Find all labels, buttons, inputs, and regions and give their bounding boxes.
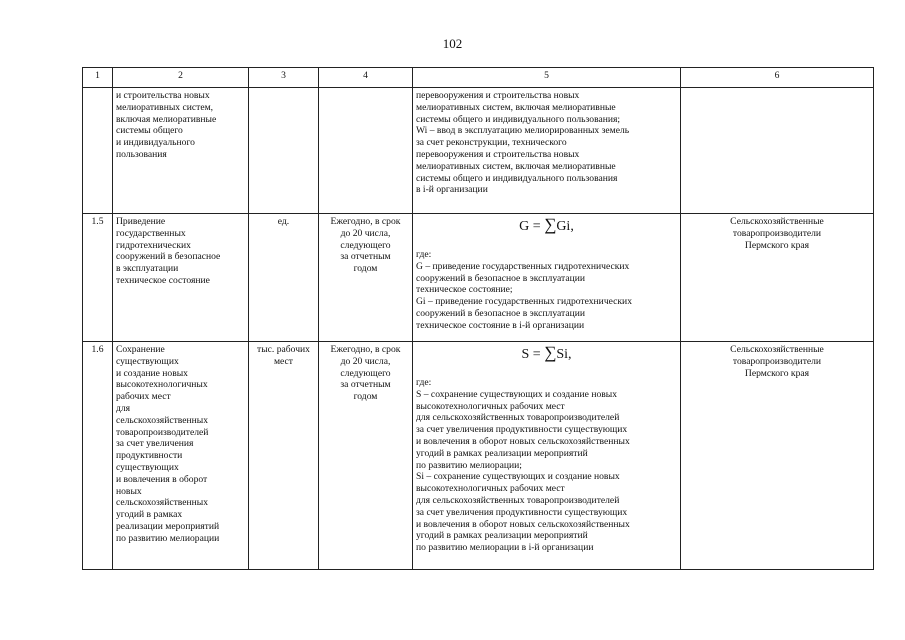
data-source-line: Сельскохозяйственные — [730, 216, 824, 227]
indicator-name — [113, 214, 249, 342]
calculation-method — [413, 214, 681, 342]
indicator-name-line: рабочих мест — [116, 391, 171, 403]
indicator-number: 1.5 — [83, 214, 113, 342]
header-col-5: 5 — [413, 68, 681, 88]
indicator-name-line: товаропроизводителей — [116, 426, 209, 438]
reporting-period — [319, 342, 413, 570]
sum-symbol: ∑ — [544, 215, 557, 234]
calculation-method-line: по развитию мелиорации; — [416, 459, 522, 471]
header-col-6: 6 — [681, 68, 874, 88]
indicator-name-line: высокотехнологичных — [116, 379, 208, 391]
calculation-method-line: для сельскохозяйственных товаропроизводителей — [416, 412, 620, 424]
sum-symbol: ∑ — [544, 343, 557, 362]
calculation-method-line: S – сохранение существующих и создание новых — [416, 388, 618, 400]
formula-rhs: Si, — [556, 347, 572, 362]
reporting-period-line: за отчетным — [340, 379, 391, 391]
data-source — [681, 214, 874, 342]
indicator-name-line: и вовлечения в оборот — [116, 473, 208, 485]
calculation-method-line: за счет увеличения продуктивности существующих — [416, 424, 628, 436]
calculation-method-line: Wi – ввод в эксплуатацию мелиорированных земель — [416, 125, 630, 137]
reporting-period-line: годом — [353, 391, 378, 403]
indicator-name-line: сооружений в безопасное — [116, 251, 221, 263]
data-source — [681, 88, 874, 214]
indicator-name-line: по развитию мелиорации — [116, 532, 220, 544]
header-col-2: 2 — [113, 68, 249, 88]
data-source — [681, 342, 874, 570]
calculation-method-line: где: — [416, 249, 432, 260]
calculation-method-line: системы общего и индивидуального пользования — [416, 172, 618, 184]
indicator-name-line: существующих — [116, 355, 179, 367]
header-col-4: 4 — [319, 68, 413, 88]
indicator-number: 1.6 — [83, 342, 113, 570]
calculation-method-line: техническое состояние в i-й организации — [416, 319, 585, 331]
indicator-name-line: системы общего — [116, 125, 183, 137]
calculation-method-line: техническое состояние; — [416, 284, 513, 296]
indicator-name-line: новых — [116, 485, 142, 497]
calculation-method-line: угодий в рамках реализации мероприятий — [416, 530, 588, 542]
calculation-method-line: в i-й организации — [416, 184, 488, 196]
reporting-period — [319, 88, 413, 214]
table-row — [83, 88, 874, 214]
formula-lhs: S = — [521, 347, 545, 362]
reporting-period-line: следующего — [340, 239, 391, 251]
unit-of-measure-line: ед. — [277, 216, 290, 227]
unit-of-measure — [249, 342, 319, 570]
calculation-method — [413, 342, 681, 570]
table-row — [83, 342, 874, 570]
header-row — [83, 68, 874, 88]
table-row — [83, 214, 874, 342]
calculation-method-line: перевооружения и строительства новых — [416, 148, 580, 160]
calculation-method-line: и вовлечения в оборот новых сельскохозяйственных — [416, 518, 630, 530]
indicator-name-line: продуктивности — [116, 450, 183, 462]
calculation-method-line: где: — [416, 377, 432, 388]
calculation-method-line: G – приведение государственных гидротехнических — [416, 260, 630, 272]
data-source-line: товаропроизводители — [732, 355, 822, 367]
calculation-method-line: и вовлечения в оборот новых сельскохозяйственных — [416, 435, 630, 447]
formula — [416, 345, 677, 363]
indicator-table — [82, 67, 874, 570]
indicator-name — [113, 342, 249, 570]
indicator-name-line: сельскохозяйственных — [116, 497, 209, 509]
header-col-3: 3 — [249, 68, 319, 88]
calculation-method-line: мелиоративных систем, включая мелиоративные — [416, 160, 616, 172]
calculation-method-line: высокотехнологичных рабочих мест — [416, 400, 565, 412]
formula-rhs: Gi, — [556, 219, 574, 234]
calculation-method-line: по развитию мелиорации в i-й организации — [416, 542, 594, 554]
unit-of-measure — [249, 214, 319, 342]
reporting-period-line: до 20 числа, — [340, 227, 391, 239]
indicator-name-line: в эксплуатации — [116, 263, 179, 275]
calculation-method-line: перевооружения и строительства новых — [416, 90, 580, 101]
reporting-period-line: за отчетным — [340, 251, 391, 263]
indicator-name-line: для — [116, 402, 131, 414]
indicator-name-line: за счет увеличения — [116, 438, 194, 450]
reporting-period-line: следующего — [340, 367, 391, 379]
indicator-name-line: Приведение — [116, 216, 166, 227]
calculation-method-line: сооружений в безопасное в эксплуатации — [416, 272, 585, 284]
calculation-method-line: Si – сохранение существующих и создание новых — [416, 471, 620, 483]
calculation-method-line: за счет увеличения продуктивности существующих — [416, 506, 628, 518]
calculation-method-line: системы общего и индивидуального пользования; — [416, 113, 621, 125]
indicator-name-line: Сохранение — [116, 344, 165, 355]
formula-lhs: G = — [519, 219, 545, 234]
data-source-line: Сельскохозяйственные — [730, 344, 824, 355]
indicator-name-line: сельскохозяйственных — [116, 414, 209, 426]
indicator-name-line: и создание новых — [116, 367, 188, 379]
reporting-period-line: до 20 числа, — [340, 355, 391, 367]
calculation-method-line: Gi – приведение государственных гидротехнических — [416, 296, 632, 308]
calculation-method-line: за счет реконструкции, технического — [416, 137, 567, 149]
header-col-1: 1 — [83, 68, 113, 88]
indicator-name-line: угодий в рамках — [116, 509, 183, 521]
data-source-line: товаропроизводители — [732, 227, 822, 239]
indicator-name-line: мелиоративных систем, — [116, 101, 214, 113]
indicator-name-line: существующих — [116, 461, 179, 473]
indicator-name-line: государственных — [116, 227, 186, 239]
indicator-number — [83, 88, 113, 214]
indicator-name-line: гидротехнических — [116, 239, 191, 251]
calculation-method — [413, 88, 681, 214]
indicator-name — [113, 88, 249, 214]
page-number: 102 — [442, 36, 463, 51]
indicator-name-line: и индивидуального — [116, 137, 195, 149]
calculation-method-line: для сельскохозяйственных товаропроизводителей — [416, 494, 620, 506]
indicator-name-line: включая мелиоративные — [116, 113, 217, 125]
data-source-line: Пермского края — [744, 239, 810, 251]
calculation-method-line: мелиоративных систем, включая мелиоративные — [416, 101, 616, 113]
reporting-period-line: годом — [353, 263, 378, 275]
data-source-line: Пермского края — [744, 367, 810, 379]
calculation-method-line: угодий в рамках реализации мероприятий — [416, 447, 588, 459]
indicator-name-line: пользования — [116, 148, 167, 160]
calculation-method-line: высокотехнологичных рабочих мест — [416, 483, 565, 495]
indicator-name-line: и строительства новых — [116, 90, 210, 101]
unit-of-measure-line: тыс. рабочих — [257, 344, 310, 355]
reporting-period-line: Ежегодно, в срок — [330, 344, 401, 355]
spacer — [416, 367, 677, 377]
reporting-period — [319, 214, 413, 342]
reporting-period-line: Ежегодно, в срок — [330, 216, 401, 227]
indicator-name-line: реализации мероприятий — [116, 520, 220, 532]
indicator-name-line: техническое состояние — [116, 274, 210, 286]
calculation-method-line: сооружений в безопасное в эксплуатации — [416, 307, 585, 319]
spacer — [416, 239, 677, 249]
unit-of-measure-line: мест — [273, 355, 294, 367]
unit-of-measure — [249, 88, 319, 214]
formula — [416, 217, 677, 235]
